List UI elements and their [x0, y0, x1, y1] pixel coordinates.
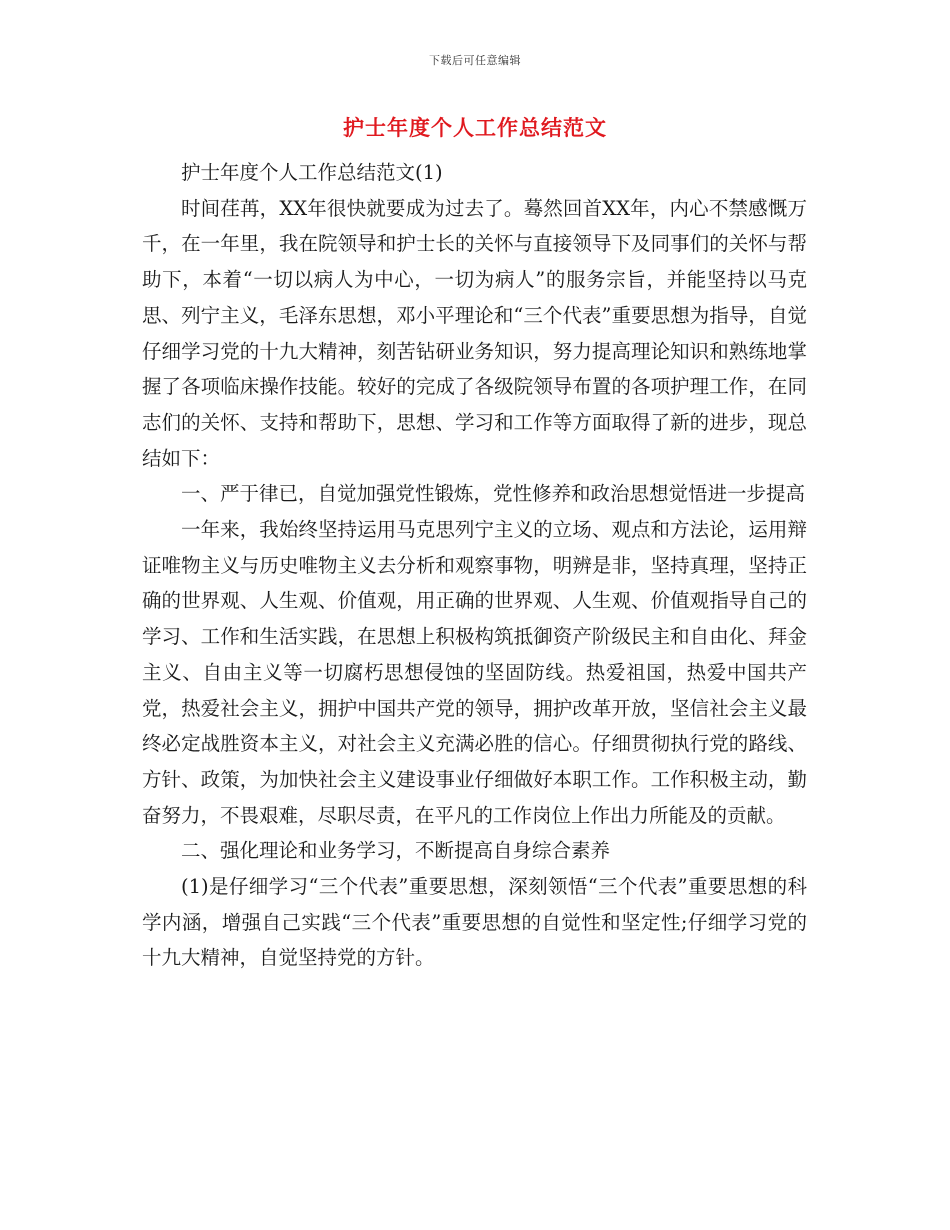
document-body: [142, 155, 807, 976]
body-paragraph: (1)是仔细学习“三个代表”重要思想，深刻领悟“三个代表”重要思想的科学内涵，增强自己实践“三个代表”重要思想的自觉性和坚定性;仔细学习党的十九大精神，自觉坚持党的方针。: [142, 875, 807, 970]
body-paragraph: 一年来，我始终坚持运用马克思列宁主义的立场、观点和方法论，运用辩证唯物主义与历史唯物主义去分析和观察事物，明辨是非，坚持真理，坚持正确的世界观、人生观、价值观，用正确的世界观、人生观、价值观指导自己的学习、工作和生活实践，在思想上积极构筑抵御资产阶级民主和自由化、拜金主义、自由主义等一切腐朽思想侵蚀的坚固防线。热爱祖国，热爱中国共产党，热爱社会主义，拥护中国共产党的领导，拥护改革开放，坚信社会主义最终必定战胜资本主义，对社会主义充满必胜的信心。仔细贯彻执行党的路线、方针、政策，为加快社会主义建设事业仔细做好本职工作。工作积极主动，勤奋努力，不畏艰难，尽职尽责，在平凡的工作岗位上作出力所能及的贡献。: [142, 518, 807, 827]
document-title: 护士年度个人工作总结范文: [343, 115, 607, 140]
intro-paragraph: 时间荏苒，XX年很快就要成为过去了。蓦然回首XX年，内心不禁感慨万千，在一年里，我在院领导和护士长的关怀与直接领导下及同事们的关怀与帮助下，本着“一切以病人为中心，一切为病人”的服务宗旨，并能坚持以马克思、列宁主义，毛泽东思想，邓小平理论和“三个代表”重要思想为指导，自觉仔细学习党的十九大精神，刻苦钻研业务知识，努力提高理论知识和熟练地掌握了各项临床操作技能。较好的完成了各级院领导布置的各项护理工作，在同志们的关怀、支持和帮助下，思想、学习和工作等方面取得了新的进步，现总结如下：: [142, 196, 807, 470]
section-heading-1: 一、严于律已，自觉加强党性锻炼，党性修养和政治思想觉悟进一步提高: [181, 482, 806, 506]
section-heading-2: 二、强化理论和业务学习，不断提高自身综合素养: [181, 839, 611, 863]
subtitle-paragraph: 护士年度个人工作总结范文(1): [181, 161, 443, 184]
header-note: 下载后可任意编辑: [429, 54, 521, 67]
